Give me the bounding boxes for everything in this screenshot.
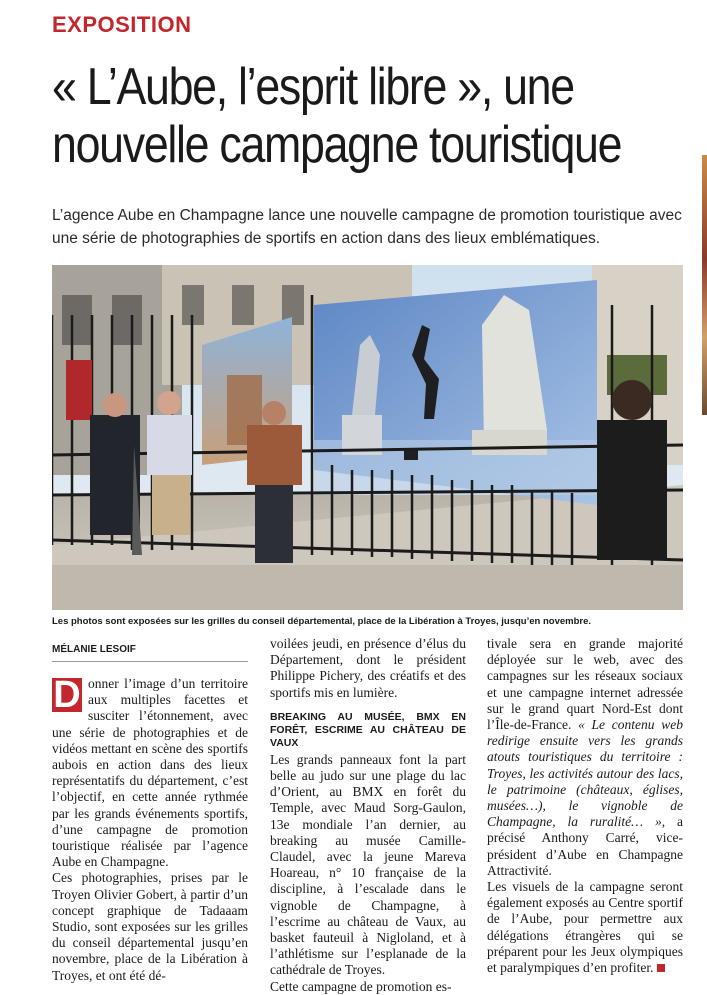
end-mark bbox=[657, 964, 665, 972]
photo-illustration bbox=[52, 265, 683, 610]
adjacent-photo-edge bbox=[702, 155, 707, 415]
headline-line-2: nouvelle campagne touristique bbox=[52, 116, 622, 174]
article-subhead: BREAKING AU MUSÉE, BMX EN FORÊT, ESCRIME AU CHÂTEAU DE VAUX bbox=[270, 710, 466, 749]
section-rubric: EXPOSITION bbox=[52, 12, 192, 37]
photo-caption: Les photos sont exposées sur les grilles du conseil départemental, place de la Libération à Troyes, jusqu’en novembre. bbox=[52, 616, 592, 627]
article-paragraph: Ces photographies, prises par le Troyen Olivier Gobert, à partir d’un concept graphique de Tadaaam Studio, sont exposées sur les grilles du conseil départemental jusqu’en novembre, place de la Libération à Troyes, et ont été dé- bbox=[52, 870, 248, 983]
adjacent-page-edge bbox=[697, 0, 707, 972]
article-paragraph: D onner l’image d’un territoire aux multiples facettes et susciter l’étonnement, avec une série de photographies et de vidéos mettant en scène des sportifs aubois en action dans des lieux représentatifs du département, c’est l’objectif, en cette année rythmée par les grands événements sportifs, d’une campagne de promotion touristique réalisée par l’agence Aube en Champagne. bbox=[52, 674, 248, 870]
article-paragraph: Cette campagne de promotion es- bbox=[270, 978, 452, 994]
quote: « Le contenu web redirige ensuite vers les grands atouts touristiques du territoire : Troyes, les activités autour des lacs, le patrimoine (châteaux, églises, musées…), le vignoble de Champagne, la ruralité… » bbox=[487, 717, 683, 830]
article-column-3 bbox=[487, 636, 683, 976]
article-column-2 bbox=[270, 636, 466, 995]
article-headline bbox=[52, 58, 622, 174]
article-paragraph: tivale sera en grande majorité déployée sur le web, avec des campagnes sur les réseaux sociaux et une campagne internet adressée sur le grand quart Nord-Est dont l’Île-de-France. « Le contenu web redirige ensuite vers les grands atouts touristiques du territoire : Troyes, les activités autour des lacs, le patrimoine (châteaux, églises, musées…), le vignoble de Champagne, la ruralité… », a précisé Anthony Carré, vice-président d’Aube en Champagne Attractivité. bbox=[487, 636, 683, 878]
article-lead: L’agence Aube en Champagne lance une nouvelle campagne de promotion touristique avec une série de photographies de sportifs en action dans des lieux emblématiques. bbox=[52, 207, 682, 247]
article-paragraph: Les grands panneaux font la part belle au judo sur une plage du lac d’Orient, au BMX en forêt du Temple, avec Maud Sorg-Gaulon, 13e mondiale l’an dernier, au breaking au musée Camille-Claudel, avec la jeune Mareva Hoareau, n° 10 française de la discipline, à l’escalade dans le vignoble de Champagne, à l’escrime au château de Vaux, au basket fauteuil à Nigloland, et à l’athlétisme sur l’esplanade de la cathédrale de Troyes. bbox=[270, 751, 466, 978]
author-byline: MÉLANIE LESOIF bbox=[52, 644, 248, 662]
dropcap: D bbox=[53, 674, 81, 716]
article-photo bbox=[52, 265, 683, 610]
headline-line-1: « L’Aube, l’esprit libre », une bbox=[52, 58, 574, 116]
article-paragraph: voilées jeudi, en présence d’élus du Département, dont le président Philippe Pichery, des créatifs et des sportifs mis en lumière. bbox=[270, 636, 466, 700]
article-column-1 bbox=[52, 676, 248, 984]
article-paragraph: Les visuels de la campagne seront également exposés au Centre sportif de l’Aube, pour permettre aux délégations étrangères qui se préparent pour les Jeux olympiques et paralympiques d’en profiter. bbox=[487, 879, 683, 976]
